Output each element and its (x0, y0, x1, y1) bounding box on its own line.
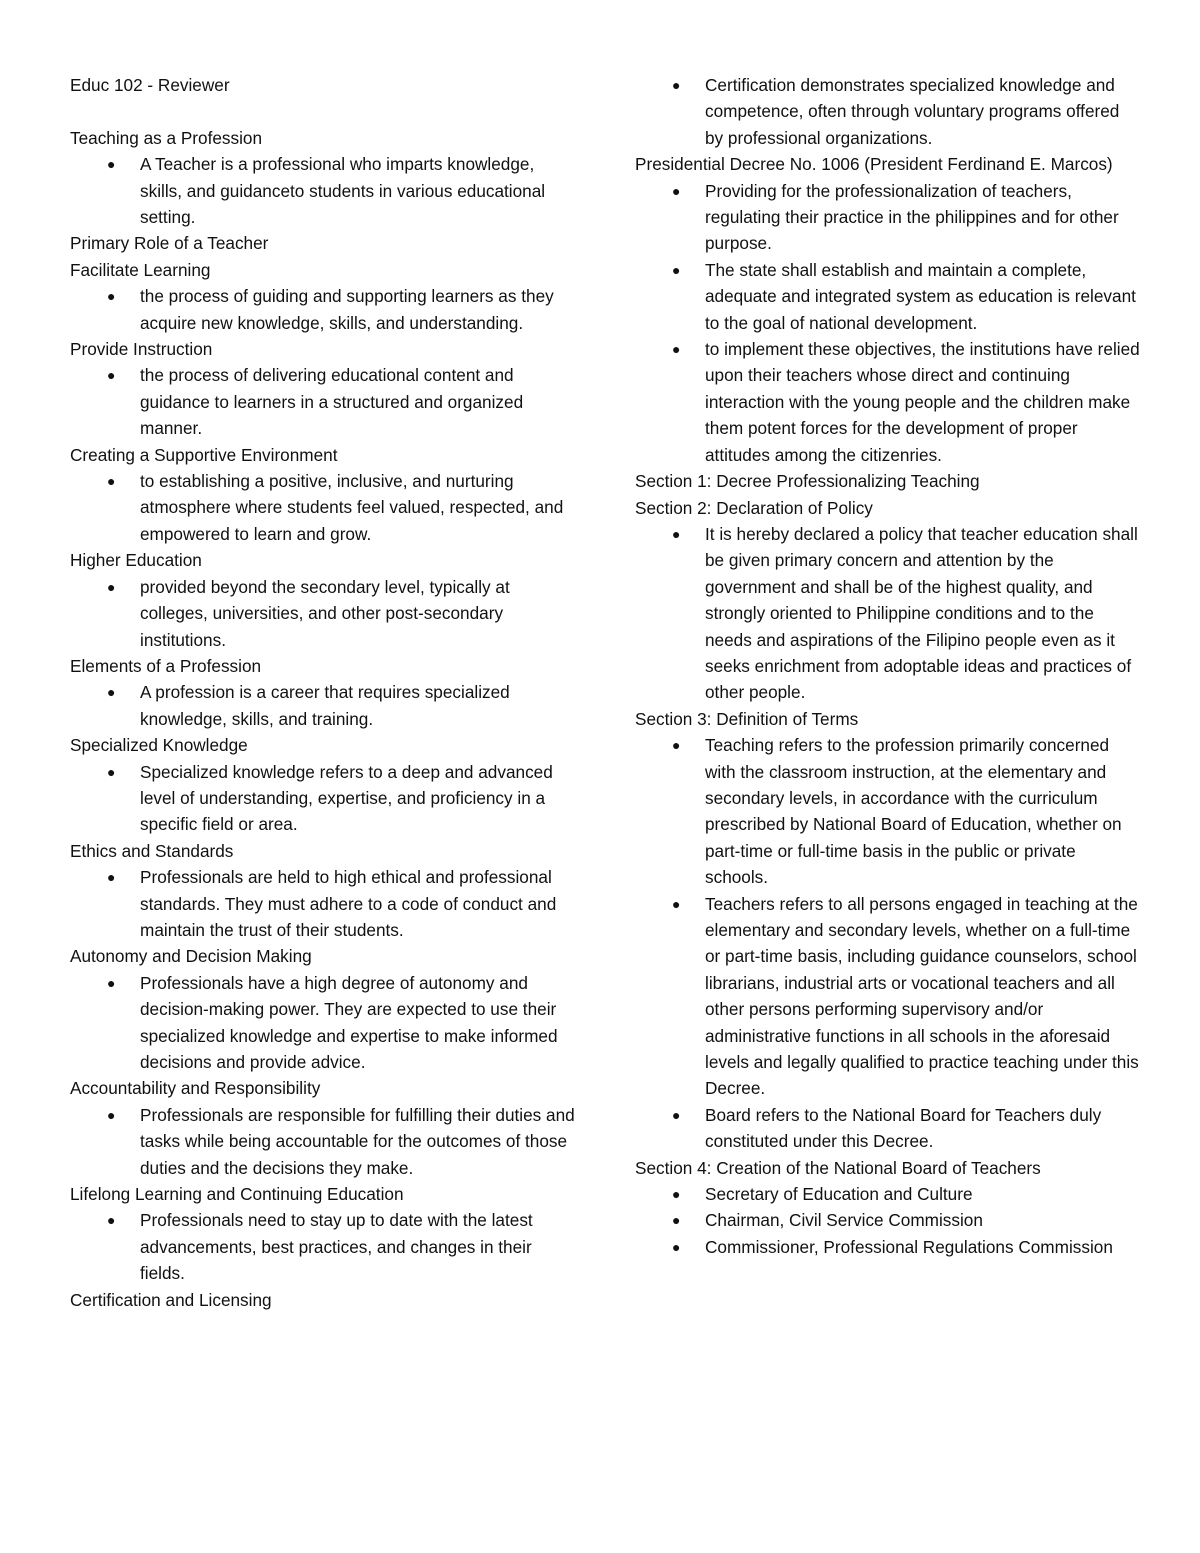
section-heading: Teaching as a Profession (70, 127, 263, 148)
section-ethics-and-standards (70, 838, 580, 944)
bullet-item (70, 864, 580, 943)
section-higher-education (70, 547, 580, 653)
bullet-icon: ● (672, 895, 681, 912)
bullet-item (70, 362, 580, 441)
section-heading: Section 2: Declaration of Policy (635, 497, 873, 518)
left-column (70, 72, 580, 1313)
section-heading: Section 3: Definition of Terms (635, 708, 859, 729)
section-heading: Higher Education (70, 550, 202, 571)
bullet-text: Teachers refers to all persons engaged in teaching at the elementary and secondary levels, whether on a full-time or part-time basis, including guidance counselors, school librarians, industrial arts or vocational teachers and all other persons performing supervisory and/or administrative functions in all schools in the aforesaid levels and legally qualified to practice teaching under this Decree. (705, 893, 1139, 1099)
bullet-item (70, 151, 580, 230)
right-column (635, 72, 1140, 1260)
bullet-icon: ● (672, 77, 681, 93)
bullet-item (635, 178, 1140, 257)
section-heading: Facilitate Learning (70, 259, 211, 280)
bullet-icon: ● (672, 182, 681, 199)
section-provide-instruction (70, 336, 580, 442)
section-heading: Presidential Decree No. 1006 (President Ferdinand E. Marcos) (635, 154, 1113, 175)
section-heading: Primary Role of a Teacher (70, 233, 269, 254)
bullet-text: the process of guiding and supporting learners as they acquire new knowledge, skills, and understanding. (140, 286, 554, 333)
section-section-3-definition-of-terms (635, 706, 1140, 1155)
bullet-text: It is hereby declared a policy that teacher education shall be given primary concern and attention by the government and shall be of the highest quality, and strongly oriented to Philippine conditions and to the needs and aspirations of the Filipino people even as it seeks enrichment from adoptable ideas and practices of other people. (705, 523, 1138, 703)
bullet-item (635, 72, 1140, 151)
bullet-text: Professionals are held to high ethical and professional standards. They must adhere to a code of conduct and maintain the trust of their students. (140, 867, 557, 940)
bullet-icon: ● (107, 869, 116, 886)
bullet-list (70, 864, 580, 943)
section-specialized-knowledge (70, 732, 580, 838)
bullet-item (635, 1207, 1140, 1233)
bullet-text: A profession is a career that requires specialized knowledge, skills, and training. (140, 682, 510, 729)
bullet-icon: ● (672, 341, 681, 358)
bullet-text: Professionals need to stay up to date with the latest advancements, best practices, and changes in their fields. (140, 1210, 533, 1284)
bullet-list (70, 759, 580, 838)
bullet-icon: ● (107, 578, 116, 595)
bullet-icon: ● (672, 737, 681, 754)
section-section-2-declaration-of-policy (635, 495, 1140, 706)
section-primary-role-of-a-teacher (70, 230, 580, 256)
bullet-icon: ● (107, 288, 116, 305)
bullet-icon: ● (672, 1238, 681, 1255)
section-elements-of-a-profession (70, 653, 580, 732)
bullet-text: provided beyond the secondary level, typically at colleges, universities, and other post-secondary institutions. (140, 576, 510, 650)
bullet-item (70, 679, 580, 732)
bullet-icon: ● (107, 974, 116, 991)
bullet-text: The state shall establish and maintain a complete, adequate and integrated system as education is relevant to the goal of national development. (705, 259, 1136, 333)
bullet-item (70, 468, 580, 547)
bullet-item (635, 1181, 1140, 1207)
bullet-item (70, 1207, 580, 1286)
bullet-text: Secretary of Education and Culture (705, 1184, 973, 1205)
bullet-list (70, 1207, 580, 1286)
bullet-list (70, 362, 580, 441)
bullet-text: to implement these objectives, the institutions have relied upon their teachers whose direct and continuing interaction with the young people and the children make them potent forces for the development of proper attitudes among the citizenries. (705, 339, 1140, 465)
bullet-icon: ● (107, 1212, 116, 1229)
bullet-item (70, 1102, 580, 1181)
bullet-icon: ● (672, 261, 681, 278)
bullet-list (635, 178, 1140, 468)
section-creating-a-supportive-environment (70, 442, 580, 548)
bullet-text: Board refers to the National Board for Teachers duly constituted under this Decree. (705, 1104, 1102, 1152)
section-heading: Ethics and Standards (70, 840, 234, 861)
bullet-icon: ● (672, 1212, 681, 1229)
bullet-item (635, 732, 1140, 890)
bullet-text: Providing for the professionalization of teachers, regulating their practice in the philippines and for other purpose. (705, 180, 1119, 254)
bullet-item (70, 759, 580, 838)
document-title: Educ 102 - Reviewer (70, 75, 230, 95)
bullet-list (635, 521, 1140, 706)
bullet-text: the process of delivering educational content and guidance to learners in a structured and organized manner. (140, 365, 524, 439)
bullet-icon: ● (107, 684, 116, 701)
bullet-text: Teaching refers to the profession primarily concerned with the classroom instruction, at the elementary and secondary levels, in accordance with the curriculum prescribed by National Board of Education, whether on part-time or full-time basis in the public or private schools. (705, 735, 1122, 888)
section-accountability-and-responsibility (70, 1075, 580, 1181)
section-autonomy-and-decision-making (70, 943, 580, 1075)
section-heading: Lifelong Learning and Continuing Education (70, 1184, 404, 1205)
bullet-list (635, 72, 1140, 151)
bullet-text: Professionals have a high degree of autonomy and decision-making power. They are expected to use their specialized knowledge and expertise to make informed decisions and provide advice. (140, 972, 558, 1073)
bullet-list (70, 468, 580, 547)
bullet-text: Commissioner, Professional Regulations Commission (705, 1236, 1113, 1257)
section-heading: Autonomy and Decision Making (70, 946, 312, 967)
bullet-item (635, 1102, 1140, 1155)
section-section-4-creation-of-the-national-board (635, 1155, 1140, 1261)
section-presidential-decree-no-1006-president-fe (635, 151, 1140, 468)
bullet-text: Specialized knowledge refers to a deep and advanced level of understanding, expertise, and proficiency in a specific field or area. (140, 761, 553, 835)
section-teaching-as-a-profession (70, 125, 580, 231)
section-certification-and-licensing (70, 1287, 580, 1313)
bullet-icon: ● (107, 473, 116, 490)
bullet-icon: ● (107, 367, 116, 384)
bullet-list (70, 970, 580, 1076)
section-continued (635, 72, 1140, 151)
bullet-item (70, 574, 580, 653)
bullet-icon: ● (107, 1106, 116, 1123)
section-heading: Elements of a Profession (70, 655, 262, 676)
section-heading: Specialized Knowledge (70, 735, 248, 756)
bullet-list (70, 283, 580, 336)
bullet-list (70, 1102, 580, 1181)
bullet-list (70, 679, 580, 732)
section-heading: Accountability and Responsibility (70, 1078, 321, 1099)
bullet-item (635, 257, 1140, 336)
bullet-icon: ● (107, 156, 116, 173)
bullet-text: A Teacher is a professional who imparts knowledge, skills, and guidanceto students in various educational setting. (140, 154, 546, 228)
section-heading: Provide Instruction (70, 339, 213, 360)
bullet-list (70, 151, 580, 230)
section-heading: Section 4: Creation of the National Board of Teachers (635, 1157, 1041, 1178)
bullet-text: Professionals are responsible for fulfilling their duties and tasks while being accountable for the outcomes of those duties and the decisions they make. (140, 1104, 575, 1178)
bullet-text: to establishing a positive, inclusive, and nurturing atmosphere where students feel valued, respected, and empowered to learn and grow. (140, 471, 564, 544)
bullet-icon: ● (672, 1186, 681, 1203)
bullet-item (635, 891, 1140, 1102)
bullet-icon: ● (672, 1106, 681, 1123)
bullet-icon: ● (672, 525, 681, 542)
bullet-list (70, 574, 580, 653)
section-facilitate-learning (70, 257, 580, 336)
bullet-item (635, 521, 1140, 706)
section-heading: Creating a Supportive Environment (70, 444, 338, 465)
section-section-1-decree-professionalizing-teach (635, 468, 1140, 494)
bullet-item (70, 970, 580, 1076)
section-heading: Certification and Licensing (70, 1289, 272, 1310)
bullet-item (70, 283, 580, 336)
section-lifelong-learning-and-continuing-educati (70, 1181, 580, 1287)
bullet-item (635, 336, 1140, 468)
bullet-list (635, 1181, 1140, 1260)
bullet-icon: ● (107, 763, 116, 780)
section-heading: Section 1: Decree Professionalizing Teaching (635, 471, 980, 492)
bullet-text: Chairman, Civil Service Commission (705, 1210, 983, 1231)
bullet-list (635, 732, 1140, 1155)
bullet-item (635, 1234, 1140, 1260)
bullet-text: Certification demonstrates specialized knowledge and competence, often through voluntary programs offered by professional organizations. (705, 75, 1120, 148)
